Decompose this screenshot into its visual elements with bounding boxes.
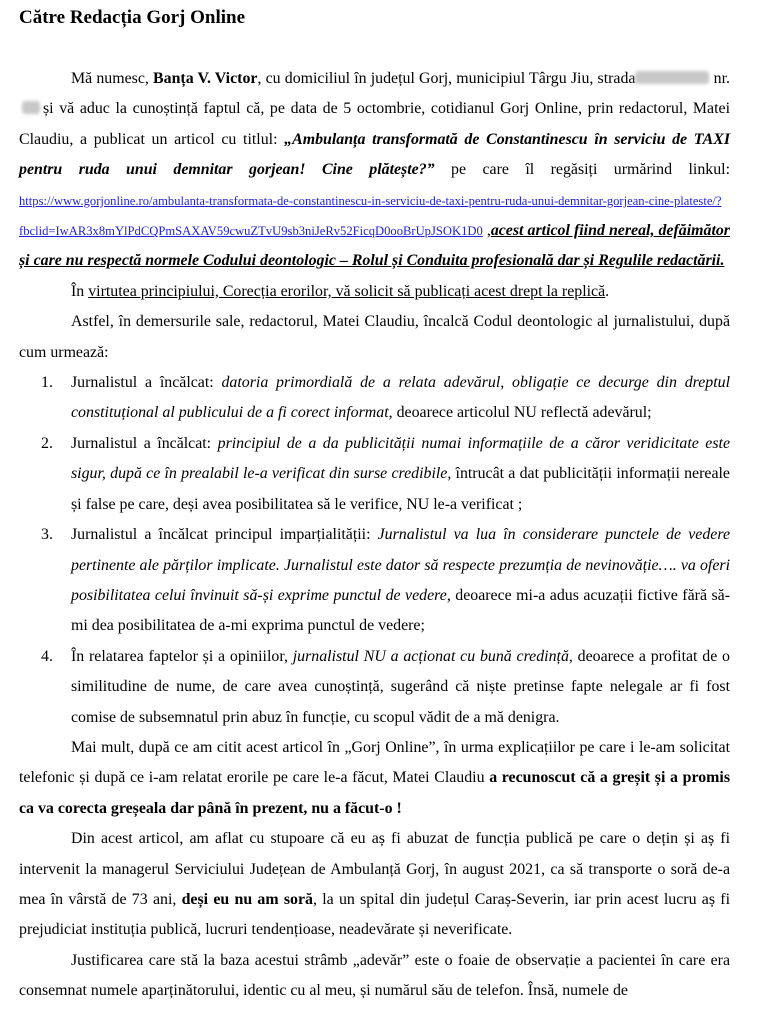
request-underlined: virtutea principiului, Corecția erorilor, vă solicit să publicați acest drept la replică [88,282,606,300]
letter-body [19,64,730,1007]
article-title: „Ambulanța transformată de Constantinescu în serviciu de TAXI pentru ruda unui demnitar gorjean! Cine plătește?” [19,130,730,179]
list-item-lead: În relatarea faptelor și a opiniilor, [71,647,293,665]
paragraph-justification: Justificarea care stă la baza acestui strâmb „adevăr” este o foaie de observație a pacientei în care era consemnat numele aparținătorului, identic cu al meu, și numărul său de telefon. Însă, numele de [19,951,730,1000]
list-number: 2. [41,434,53,452]
request-text-2: . [605,282,610,300]
ack-text: Mai mult, după ce am citit acest articol în „Gorj Online”, în urma explicațiilor pe care i le-am solicitat telefonic și după ce i-am relatat erorile pe care le-a făcut, Matei Claudiu [19,738,730,787]
violations-list [19,368,730,733]
paragraph-accusation [19,824,730,946]
sender-name: Banța V. Victor [153,70,258,87]
list-item-tail: , deoarece a profitat de o similitudine de nume, de care avea cunoștință, sugerând că niște pretinse fapte nelegale ar fi fost comise de subsemnatul prin abuz în funcție, cu scopul vădit de a mă denigra. [71,647,730,726]
list-item-quote: principiul de a da publicității numai informațiile de a căror veridicitate este sigur, după ce în prealabil le-a verificat din surse credibile [71,434,731,483]
list-item-tail: , deoarece articolul NU reflectă adevărul; [388,404,652,422]
intro-text-5: pe care îl regăsiți urmărind linkul: [434,161,730,179]
list-item [19,520,730,642]
list-item [19,368,730,429]
list-number: 1. [41,374,53,392]
list-item-quote: Jurnalistul va lua în considerare punctele de vedere pertinente ale părților implicate. Jurnalistul este dator să respecte prezumția de nevinovăție…. va oferi posibilitatea celui învinuit să-și exprime punctul de vedere [71,526,730,604]
letter-title: Către Redacția Gorj Online [19,7,246,28]
paragraph-request [19,277,730,307]
request-text-1: În [71,282,89,300]
accusation-bold: deși eu nu am soră [181,890,313,908]
list-number: 3. [41,526,53,544]
intro-text-1: Mă numesc, [71,70,154,87]
list-item-tail: , întrucât a dat publicității informații nereale și false pe care, deși avea posibilitatea să le verifice, NU le-a verificat ; [71,465,730,513]
list-item [19,642,730,733]
list-item [19,429,730,520]
list-item-tail: , deoarece mi-a adus acuzații fictive fără să-mi dea posibilitatea de a-mi exprima punctul de vedere; [71,586,730,635]
accusation-text-1: Din acest articol, am aflat cu stupoare că eu aș fi abuzat de funcția publică pe care o dețin și aș fi intervenit la managerul Serviciului Județean de Ambulanță Gorj, în august 2021, ca să transporte o soră de-a mea în vârstă de 73 ani, [19,830,730,908]
intro-text-3: nr. [713,70,730,87]
paragraph-violations-intro: Astfel, în demersurile sale, redactorul, Matei Claudiu, încalcă Codul deontologic al jurnalistului, după cum urmează: [19,313,730,361]
intro-text-4: și vă aduc la cunoștință faptul că, pe data de 5 octombrie, cotidianul Gorj Online, prin redactorul, Matei Claudiu, a publicat un articol cu titlul: [19,100,730,148]
list-item-quote: jurnalistul NU a acționat cu bună credință [292,647,569,665]
list-number: 4. [41,647,53,665]
intro-text-6: , [482,222,491,240]
redacted-street-number [22,101,40,114]
list-item-lead: Jurnalistul a încălcat: [71,434,218,452]
redacted-street [635,71,709,84]
list-item-lead: Jurnalistul a încălcat principul imparțialității: [71,526,378,544]
ack-bold: a recunoscut că a greșit și a promis ca va corecta greșeala dar până în prezent, nu a făcut-o ! [19,769,731,817]
accusation-text-2: , la un spital din județul Caraș-Severin, iar prin acest lucru aș fi prejudiciat instituția publică, lucruri tendențioase, neadevărate și neverificate. [19,890,730,939]
list-item-quote: datoria primordială de a relata adevărul, obligație ce decurge din dreptul constituțional al publicului de a fi corect informat [71,374,731,422]
intro-text-2: , cu domiciliul în județul Gorj, municipiul Târgu Jiu, strada [257,70,636,87]
paragraph-introduction [19,64,730,277]
list-item-lead: Jurnalistul a încălcat: [71,374,222,392]
article-claim: acest articol fiind nereal, defăimător și care nu respectă normele Codului deontologic – Rolul și Conduita profesională dar și Regulile redactării. [19,222,730,270]
article-link[interactable]: https://www.gorjonline.ro/ambulanta-transformata-de-constantinescu-in-serviciu-de-taxi-pentru-ruda-unui-demnitar-gorjean-cine-plateste/?fbclid=IwAR3x8mYlPdCQPmSAXAV59cwuZTvU9sb3niJeRv52FicqD0ooBrUpJSOK1D0 [19,193,722,239]
paragraph-acknowledgement [19,733,730,824]
